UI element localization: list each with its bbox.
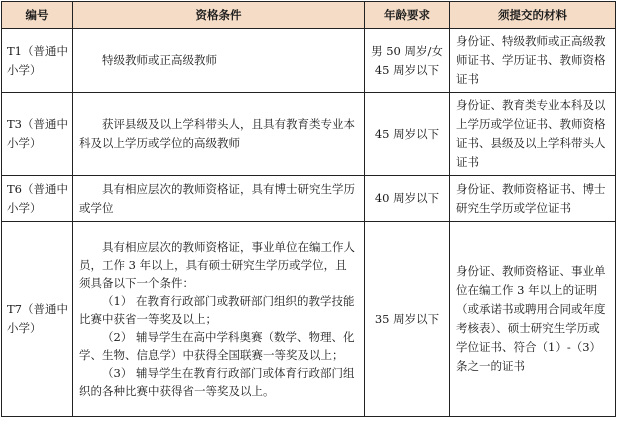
row-conditions bbox=[73, 222, 365, 417]
row-age: 45 周岁以下 bbox=[365, 93, 450, 176]
header-age: 年龄要求 bbox=[365, 2, 450, 29]
table-row bbox=[2, 29, 616, 93]
condition-item: （2） 辅导学生在高中学科奥赛（数学、物理、化学、生物、信息学）中获得全国联赛一等奖及以上； bbox=[79, 330, 355, 362]
row-age: 40 周岁以下 bbox=[365, 176, 450, 222]
table-row bbox=[2, 222, 616, 417]
condition-item: （3） 辅导学生在教育行政部门或体育行政部门组织的各种比赛中获得省一等奖及以上。 bbox=[79, 366, 355, 398]
condition-text: 特级教师或正高级教师 bbox=[102, 53, 217, 67]
row-code: T1（普通中小学） bbox=[2, 29, 73, 93]
header-code: 编号 bbox=[2, 2, 73, 29]
row-materials: 身份证、教师资格证、事业单位在编工作 3 年以上的证明（或承诺书或聘用合同或年度考核表）、硕士研究生学历或学位证书、符合（1）-（3）条之一的证书 bbox=[450, 222, 616, 417]
header-conditions: 资格条件 bbox=[73, 2, 365, 29]
row-age: 男 50 周岁/女 45 周岁以下 bbox=[365, 29, 450, 93]
condition-text: 具有相应层次的教师资格证，事业单位在编工作人员，工作 3 年以上，具有硕士研究生学历或学位，且须具备以下一个条件： bbox=[79, 240, 355, 290]
condition-item: （1） 在教育行政部门或教研部门组织的教学技能比赛中获省一等奖及以上； bbox=[79, 294, 355, 326]
row-materials: 身份证、教育类专业本科及以上学历或学位证书、教师资格证书、县级及以上学科带头人证书 bbox=[450, 93, 616, 176]
table-row bbox=[2, 176, 616, 222]
table-row bbox=[2, 93, 616, 176]
row-age: 35 周岁以下 bbox=[365, 222, 450, 417]
condition-text: 具有相应层次的教师资格证，具有博士研究生学历或学位 bbox=[79, 181, 355, 215]
row-code: T7（普通中小学） bbox=[2, 222, 73, 417]
row-code: T6（普通中小学） bbox=[2, 176, 73, 222]
header-materials: 须提交的材料 bbox=[450, 2, 616, 29]
row-conditions bbox=[73, 29, 365, 93]
row-conditions bbox=[73, 176, 365, 222]
row-conditions bbox=[73, 93, 365, 176]
header-row bbox=[2, 2, 616, 29]
row-code: T3（普通中小学） bbox=[2, 93, 73, 176]
row-materials: 身份证、特级教师或正高级教师证书、学历证书、教师资格证书 bbox=[450, 29, 616, 93]
condition-text: 获评县级及以上学科带头人，且具有教育类专业本科及以上学历或学位的高级教师 bbox=[79, 117, 355, 150]
qualification-table bbox=[1, 1, 616, 417]
row-materials: 身份证、教师资格证书、博士研究生学历或学位证书 bbox=[450, 176, 616, 222]
